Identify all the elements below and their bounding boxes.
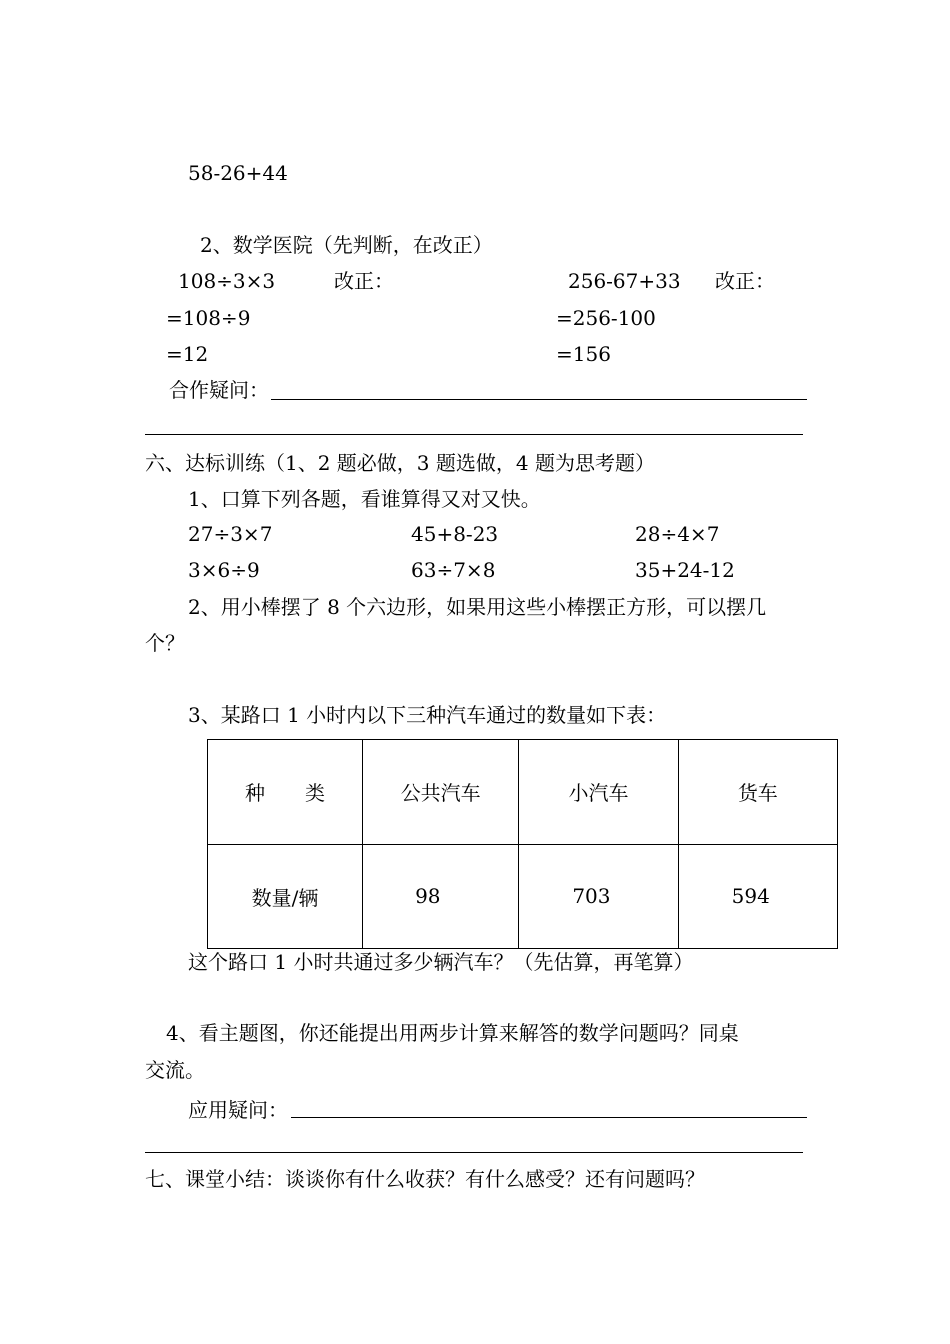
q2-line1: 2、用小棒摆了 8 个六边形，如果用这些小棒摆正方形，可以摆几 (188, 595, 767, 619)
hospital-right-step2: =156 (556, 342, 611, 366)
q1-item: 3×6÷9 (188, 558, 260, 582)
hospital-right-fix-label: 改正： (715, 269, 775, 293)
section-six-title: 六、达标训练（1、2 题必做，3 题选做，4 题为思考题） (145, 451, 655, 475)
table-cell (519, 844, 678, 949)
cooperation-question-line[interactable] (271, 399, 807, 400)
table-header-cell (519, 740, 678, 845)
table-cell (678, 844, 837, 949)
q4-line1: 4、看主题图，你还能提出用两步计算来解答的数学问题吗？同桌 (166, 1021, 739, 1045)
header-type-label: 种 类 (245, 781, 326, 806)
hospital-right-expression: 256-67+33 (568, 269, 681, 293)
q1-item: 27÷3×7 (188, 522, 273, 546)
row-quantity-label: 数量/辆 (251, 885, 319, 910)
table-header-cell (208, 740, 363, 845)
q1-title: 1、口算下列各题，看谁算得又对又快。 (188, 487, 541, 511)
q3-question: 这个路口 1 小时共通过多少辆汽车？（先估算，再笔算） (188, 950, 694, 974)
hospital-left-step2: =12 (166, 342, 209, 366)
truck-count: 594 (731, 884, 770, 909)
header-truck-label: 货车 (737, 781, 778, 806)
q2-line2: 个？ (145, 631, 185, 655)
q1-item: 63÷7×8 (411, 558, 496, 582)
q3-title: 3、某路口 1 小时内以下三种汽车通过的数量如下表： (188, 703, 667, 727)
traffic-table (207, 739, 838, 949)
hospital-left-expression: 108÷3×3 (178, 269, 276, 293)
hospital-left-fix-label: 改正： (334, 269, 394, 293)
table-header-cell (678, 740, 837, 845)
q1-item: 28÷4×7 (635, 522, 720, 546)
hospital-title: 2、数学医院（先判断，在改正） (200, 233, 493, 257)
q4-line2: 交流。 (145, 1058, 205, 1082)
section-seven-title: 七、课堂小结：谈谈你有什么收获？有什么感受？还有问题吗？ (145, 1167, 705, 1191)
answer-line[interactable] (145, 434, 803, 435)
application-question-label: 应用疑问： (188, 1098, 288, 1122)
table-row (208, 740, 838, 845)
header-bus-label: 公共汽车 (400, 781, 481, 806)
top-expression: 58-26+44 (188, 161, 288, 185)
hospital-left-step1: =108÷9 (166, 306, 251, 330)
q1-item: 35+24-12 (635, 558, 735, 582)
answer-line[interactable] (145, 1152, 803, 1153)
header-car-label: 小汽车 (568, 781, 629, 806)
table-row (208, 844, 838, 949)
hospital-right-step1: =256-100 (556, 306, 656, 330)
table-header-cell (363, 740, 519, 845)
bus-count: 98 (415, 884, 441, 909)
q1-item: 45+8-23 (411, 522, 499, 546)
table-cell (363, 844, 519, 949)
car-count: 703 (572, 884, 611, 909)
application-question-line[interactable] (291, 1117, 807, 1118)
cooperation-question-label: 合作疑问： (169, 378, 269, 402)
table-row-label-cell (208, 844, 363, 949)
